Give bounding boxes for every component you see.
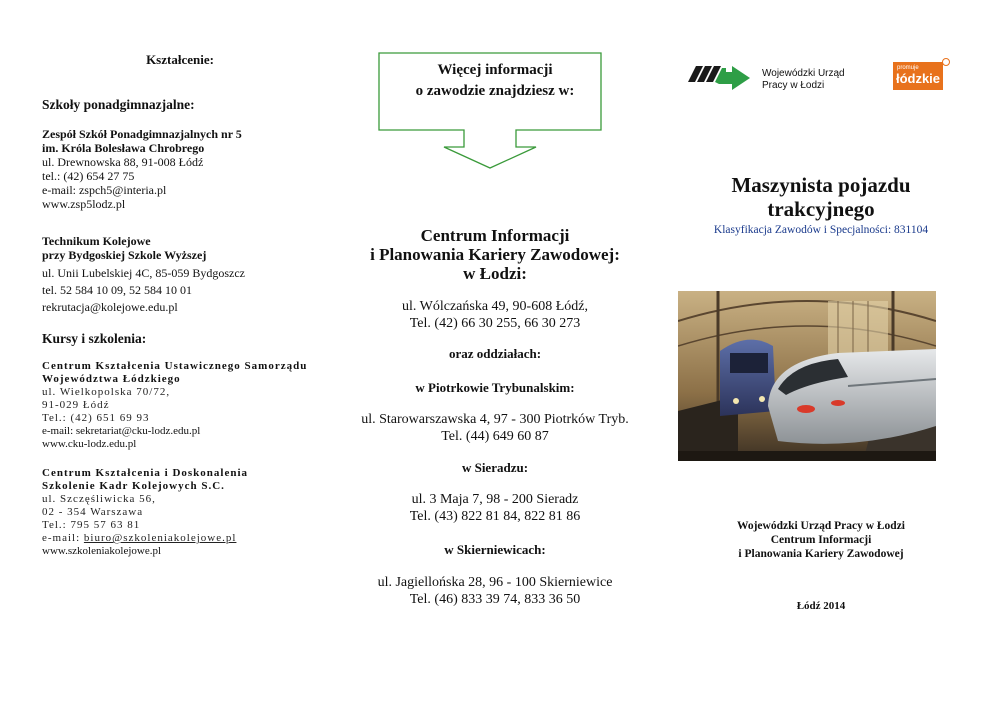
school-phone: tel.: (42) 654 27 75 (42, 169, 135, 183)
school-email: rekrutacja@kolejowe.edu.pl (42, 300, 178, 314)
footer-line3: i Planowania Kariery Zawodowej (738, 548, 904, 560)
school-name-line1: Zespół Szkół Ponadgimnazjalnych nr 5 (42, 127, 242, 141)
course-email-prefix: e-mail: (42, 532, 84, 544)
sieradz-address: ul. 3 Maja 7, 98 - 200 Sieradz (411, 492, 579, 507)
school-entry-1 (42, 127, 332, 211)
branches-heading: oraz oddziałach: (448, 346, 542, 361)
school-name-line2: przy Bydgoskiej Szkole Wyższej (42, 248, 207, 262)
title-line1: Maszynista pojazdu (731, 173, 911, 197)
course-address-line1: ul. Wielkopolska 70/72, (42, 386, 171, 398)
course-email: e-mail: sekretariat@cku-lodz.edu.pl (42, 425, 201, 437)
course-address-line1: ul. Szczęśliwicka 56, (42, 493, 156, 505)
course-email-link[interactable]: biuro@szkoleniakolejowe.pl (83, 532, 237, 544)
train-photo (678, 291, 936, 461)
right-column (670, 0, 970, 701)
schools-heading: Szkoły ponadgimnazjalne: (42, 97, 195, 112)
footer-line1: Wojewódzki Urząd Pracy w Łodzi (736, 520, 905, 532)
callout-line2: o zawodzie znajdziesz w: (415, 83, 575, 99)
left-column (40, 0, 330, 701)
piotrkow-heading: w Piotrkowie Trybunalskim: (415, 380, 575, 395)
course-www: www.szkoleniakolejowe.pl (42, 545, 162, 557)
courses-heading: Kursy i szkolenia: (42, 331, 147, 346)
education-heading: Kształcenie: (146, 52, 214, 67)
wup-arrow-logo-icon (686, 60, 752, 92)
course-name-line2: Województwa Łódzkiego (42, 373, 181, 385)
course-address-line2: 02 - 354 Warszawa (42, 506, 144, 518)
skierniewice-address: ul. Jagiellońska 28, 96 - 100 Skierniewice (377, 575, 613, 590)
lodz-phone: Tel. (42) 66 30 255, 66 30 273 (409, 316, 581, 331)
course-email (42, 532, 337, 545)
school-name-line2: im. Króla Bolesława Chrobrego (42, 141, 205, 155)
course-phone: Tel.: 795 57 63 81 (42, 519, 141, 531)
sieradz-phone: Tel. (43) 822 81 84, 822 81 86 (409, 509, 581, 524)
school-email: e-mail: zspch5@interia.pl (42, 183, 167, 197)
piotrkow-address: ul. Starowarszawska 4, 97 - 300 Piotrków Tryb. (361, 412, 629, 427)
school-entry-2 (42, 234, 332, 314)
center-name-line1: Centrum Informacji (420, 226, 570, 245)
center-name-line3: w Łodzi: (463, 264, 527, 283)
school-address: ul. Unii Lubelskiej 4C, 85-059 Bydgoszcz (42, 266, 245, 280)
course-www: www.cku-lodz.edu.pl (42, 438, 137, 450)
course-name-line1: Centrum Kształcenia Ustawicznego Samorządu (42, 360, 308, 372)
skierniewice-phone: Tel. (46) 833 39 74, 833 36 50 (409, 592, 581, 607)
classification: Klasyfikacja Zawodów i Specjalności: 831104 (713, 224, 929, 236)
logo-line2: Pracy w Łodzi (762, 80, 825, 91)
middle-column (345, 0, 645, 701)
publication-date: Łódź 2014 (796, 600, 846, 612)
skierniewice-heading: w Skierniewicach: (444, 542, 546, 557)
course-phone: Tel.: (42) 651 69 93 (42, 412, 150, 424)
badge-main-text: łódzkie (895, 71, 941, 86)
school-name-line1: Technikum Kolejowe (42, 234, 151, 248)
course-entry-1 (42, 360, 337, 451)
school-phone: tel. 52 584 10 09, 52 584 10 01 (42, 283, 192, 297)
sieradz-heading: w Sieradzu: (461, 460, 529, 475)
lodzkie-badge-icon (893, 62, 943, 90)
course-name-line1: Centrum Kształcenia i Doskonalenia (42, 467, 249, 479)
course-address-line2: 91-029 Łódź (42, 399, 110, 411)
course-entry-2 (42, 467, 337, 558)
logo-line1: Wojewódzki Urząd (762, 68, 845, 79)
badge-small-text: promuje (897, 65, 919, 71)
title-line2: trakcyjnego (767, 197, 875, 221)
center-name-line2: i Planowania Kariery Zawodowej: (370, 245, 620, 264)
school-www: www.zsp5lodz.pl (42, 197, 126, 211)
badge-registered-icon (942, 58, 950, 66)
callout-line1: Więcej informacji (437, 62, 553, 78)
footer-line2: Centrum Informacji (770, 534, 872, 546)
footer-institution (670, 519, 972, 561)
lodz-address: ul. Wólczańska 49, 90-608 Łódź, (402, 299, 588, 314)
school-address: ul. Drewnowska 88, 91-008 Łódź (42, 155, 204, 169)
piotrkow-phone: Tel. (44) 649 60 87 (441, 429, 549, 444)
course-name-line2: Szkolenie Kadr Kolejowych S.C. (42, 480, 225, 492)
